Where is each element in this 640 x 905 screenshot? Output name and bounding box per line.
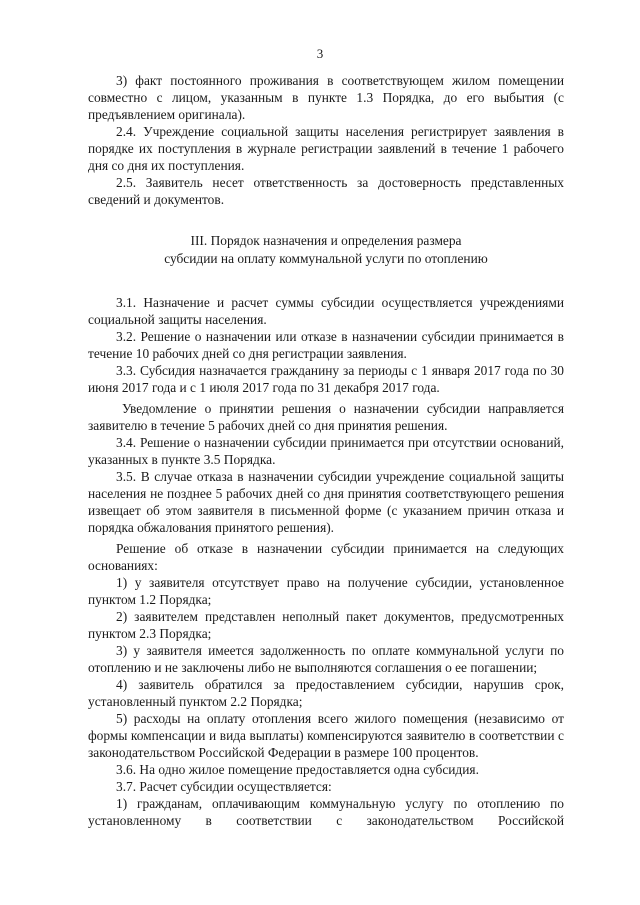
section-heading-line-2: субсидии на оплату коммунальной услуги по отоплению — [164, 251, 488, 266]
list-item-3: 3) у заявителя имеется задолженность по оплате коммунальной услуги по отоплению и не заключены либо не выполняются соглашения о ее погашении; — [88, 643, 564, 675]
document-body — [88, 72, 564, 829]
paragraph-3-3: 3.3. Субсидия назначается гражданину за периоды с 1 января 2017 года по 30 июня 2017 года и с 1 июля 2017 года по 31 декабря 2017 года. — [88, 363, 564, 395]
paragraph-3-4: 3.4. Решение о назначении субсидии принимается при отсутствии оснований, указанных в пункте 3.5 Порядка. — [88, 435, 564, 467]
paragraph-item-3: 3) факт постоянного проживания в соответствующем жилом помещении совместно с лицом, указанным в пункте 1.3 Порядка, до его выбытия (с предъявлением оригинала). — [88, 73, 564, 122]
page-number: 3 — [316, 46, 324, 61]
paragraph-3-1: 3.1. Назначение и расчет суммы субсидии осуществляется учреждениями социальной защиты населения. — [88, 295, 564, 327]
paragraph-3-6: 3.6. На одно жилое помещение предоставляется одна субсидия. — [116, 762, 479, 777]
paragraph-3-7: 3.7. Расчет субсидии осуществляется: — [116, 779, 332, 794]
section-heading-line-1: III. Порядок назначения и определения размера — [190, 233, 462, 248]
list-item-5: 5) расходы на оплату отопления всего жилого помещения (независимо от формы компенсации и вида выплаты) компенсируются заявителю в соответствии с законодательством Российской Федерации в размере 100 процентов. — [88, 711, 564, 760]
list-item-2: 2) заявителем представлен неполный пакет документов, предусмотренных пунктом 2.3 Порядка; — [88, 609, 564, 641]
list-item-1-citizens: 1) гражданам, оплачивающим коммунальную услугу по отоплению по установленному в соответствии с законодательством Российской — [88, 796, 564, 828]
section-heading — [88, 232, 564, 268]
paragraph-3-2: 3.2. Решение о назначении или отказе в назначении субсидии принимается в течение 10 рабочих дней со дня регистрации заявления. — [88, 329, 564, 361]
paragraph-2-4: 2.4. Учреждение социальной защиты населения регистрирует заявления в порядке их поступления в журнале регистрации заявлений в течение 1 рабочего дня со дня их поступления. — [88, 124, 564, 173]
paragraph-notification: Уведомление о принятии решения о назначении субсидии направляется заявителю в течение 5 рабочих дней со дня принятия решения. — [88, 401, 564, 433]
paragraph-3-5: 3.5. В случае отказа в назначении субсидии учреждение социальной защиты населения не позднее 5 рабочих дней со дня принятия соответствующего решения извещает об этом заявителя в письменной форме (с указанием причин отказа и порядка обжалования принятого решения). — [88, 469, 564, 535]
paragraph-2-5: 2.5. Заявитель несет ответственность за достоверность представленных сведений и документов. — [88, 175, 564, 207]
list-item-4: 4) заявитель обратился за предоставлением субсидии, нарушив срок, установленный пунктом 2.2 Порядка; — [88, 677, 564, 709]
list-item-1: 1) у заявителя отсутствует право на получение субсидии, установленное пунктом 1.2 Порядка; — [88, 575, 564, 607]
paragraph-refusal-grounds: Решение об отказе в назначении субсидии принимается на следующих основаниях: — [88, 541, 564, 573]
